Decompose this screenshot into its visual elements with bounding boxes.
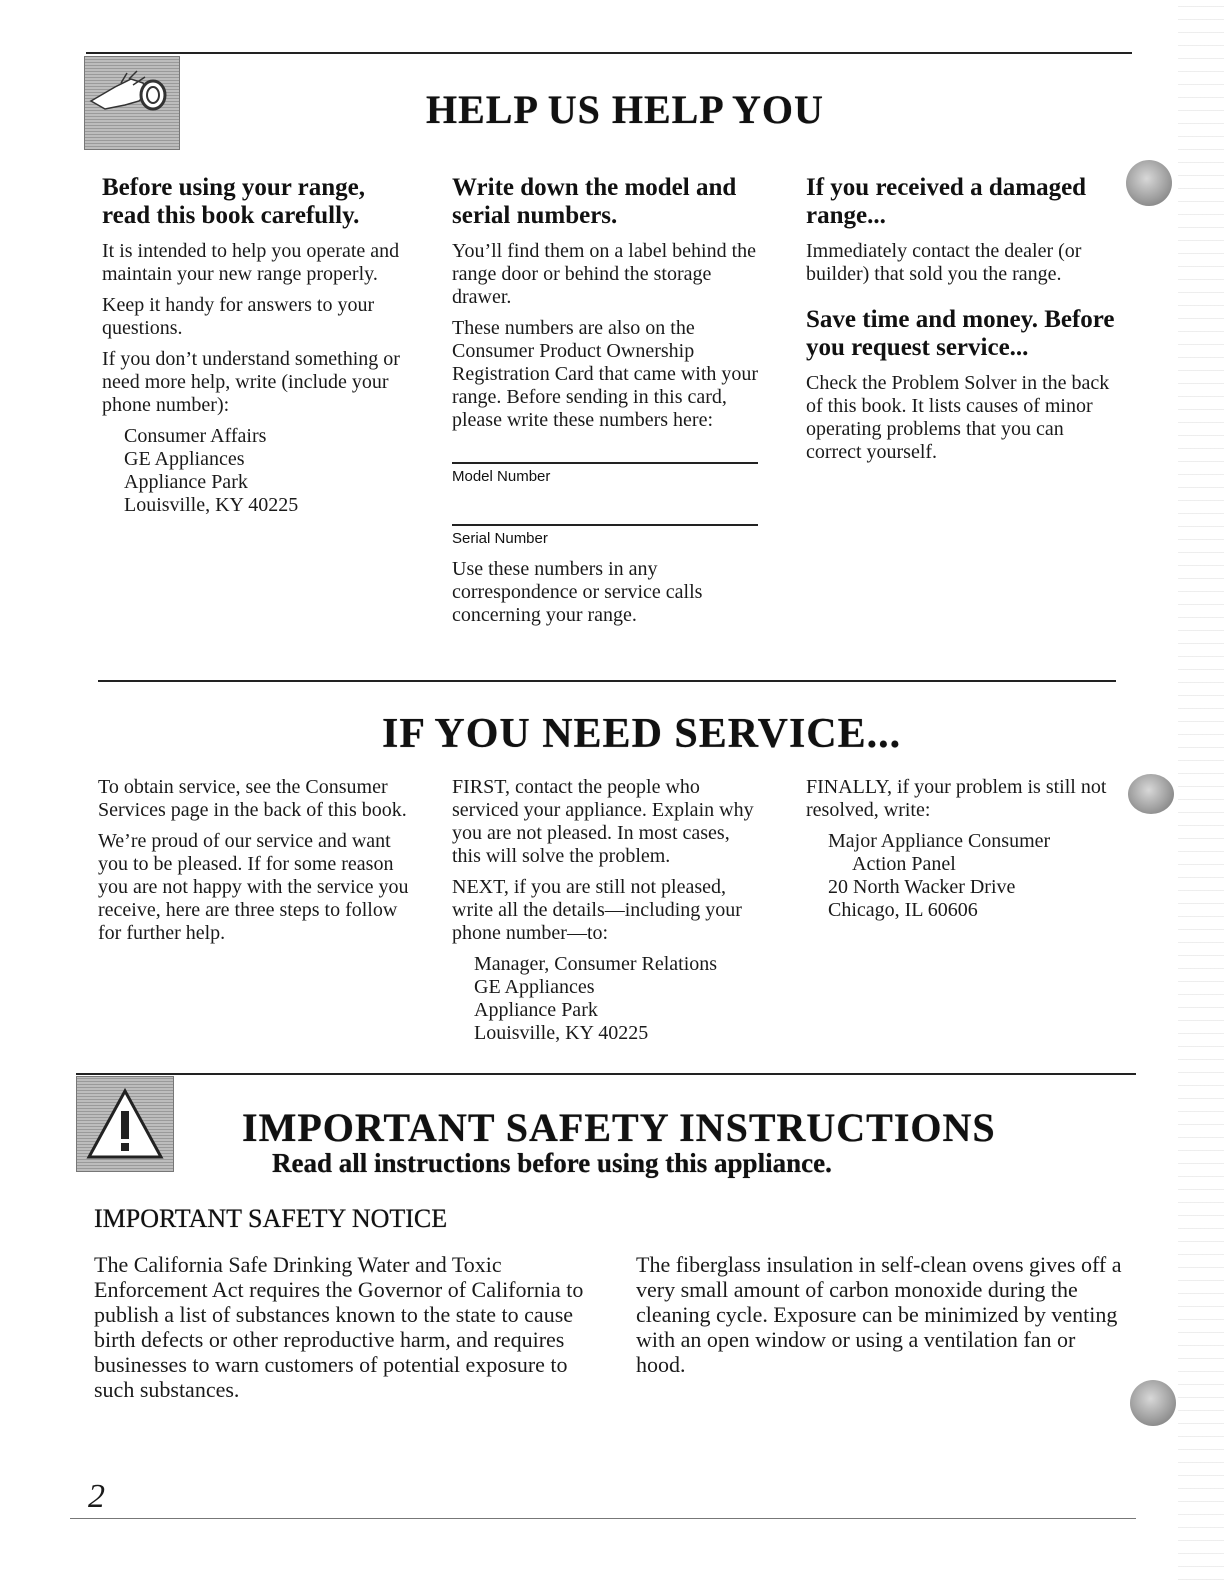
address-line: Chicago, IL 60606 <box>828 899 978 921</box>
binder-hole-icon <box>1130 1380 1176 1426</box>
service-first-paragraph: FIRST, contact the people who serviced your appliance. Explain why you are not pleased. In most cases, this will solve the problem. <box>452 776 754 867</box>
binder-hole-icon <box>1128 774 1174 814</box>
help-column-2 <box>452 174 762 635</box>
help-column-1 <box>102 174 412 525</box>
help-col1-heading: Before using your range, read this book carefully. <box>102 174 365 229</box>
damaged-range-paragraph: Immediately contact the dealer (or builder) that sold you the range. <box>806 240 1082 285</box>
safety-subtitle: Read all instructions before using this appliance. <box>272 1148 832 1178</box>
help-col2-paragraph-2: These numbers are also on the Consumer Product Ownership Registration Card that came with your range. Before sending in this card, please write these numbers here: <box>452 317 759 431</box>
address-line: Louisville, KY 40225 <box>124 494 299 516</box>
consumer-relations-address <box>452 953 762 1045</box>
top-rule <box>86 52 1132 54</box>
save-time-heading: Save time and money. Before you request service... <box>806 306 1115 361</box>
serial-number-line[interactable] <box>452 524 758 526</box>
address-line: Action Panel <box>852 853 956 875</box>
service-column-2 <box>452 776 762 1053</box>
page-edge-scan <box>1178 0 1224 1584</box>
help-icon-box <box>84 56 180 150</box>
safety-title: IMPORTANT SAFETY INSTRUCTIONS <box>242 1105 996 1150</box>
footer-rule <box>70 1518 1136 1519</box>
address-line: Consumer Affairs <box>124 425 267 447</box>
address-line: Appliance Park <box>124 471 248 493</box>
damaged-range-heading: If you received a damaged range... <box>806 174 1087 229</box>
service-col1-paragraph-2: We’re proud of our service and want you to be pleased. If for some reason you are not happy with the service you receive, here are three steps to follow for further help. <box>98 830 409 944</box>
address-line: GE Appliances <box>124 448 245 470</box>
service-title: IF YOU NEED SERVICE... <box>382 711 902 757</box>
help-column-3 <box>806 174 1116 472</box>
help-col1-paragraph-2: Keep it handy for answers to your questions. <box>102 294 375 339</box>
safety-right-column <box>636 1252 1126 1377</box>
safety-rule <box>76 1073 1136 1075</box>
problem-solver-paragraph: Check the Problem Solver in the back of this book. It lists causes of minor operating problems that you can correct yourself. <box>806 372 1110 463</box>
service-column-3 <box>806 776 1116 930</box>
safety-left-column <box>94 1252 594 1402</box>
page-number: 2 <box>88 1478 105 1515</box>
address-line: GE Appliances <box>474 976 595 998</box>
service-rule <box>98 680 1116 682</box>
address-line: 20 North Wacker Drive <box>828 876 1016 898</box>
help-col2-heading: Write down the model and serial numbers. <box>452 174 737 229</box>
address-line: Appliance Park <box>474 999 598 1021</box>
serial-number-label: Serial Number <box>452 530 548 547</box>
service-next-paragraph: NEXT, if you are still not pleased, write all the details—including your phone number—to: <box>452 876 742 944</box>
help-col2-paragraph-3: Use these numbers in any correspondence or service calls concerning your range. <box>452 558 703 626</box>
binder-hole-icon <box>1126 160 1172 206</box>
help-col2-paragraph-1: You’ll find them on a label behind the range door or behind the storage drawer. <box>452 240 757 308</box>
california-act-paragraph: The California Safe Drinking Water and Toxic Enforcement Act requires the Governor of California to publish a list of substances known to the state to cause birth defects or other reproductive harm, and requires businesses to warn customers of potential exposure to such substances. <box>94 1252 584 1402</box>
service-col1-paragraph-1: To obtain service, see the Consumer Services page in the back of this book. <box>98 776 407 821</box>
address-line: Major Appliance Consumer <box>828 830 1051 852</box>
hand-with-ring-icon <box>85 57 179 149</box>
address-line: Louisville, KY 40225 <box>474 1022 649 1044</box>
fiberglass-paragraph: The fiberglass insulation in self-clean ovens gives off a very small amount of carbon monoxide during the cleaning cycle. Exposure can be minimized by venting with an open window or using a ventilation fan or hood. <box>636 1252 1122 1377</box>
address-line: Manager, Consumer Relations <box>474 953 718 975</box>
safety-notice-heading: IMPORTANT SAFETY NOTICE <box>94 1204 448 1233</box>
warning-triangle-icon <box>77 1077 173 1171</box>
service-finally-paragraph: FINALLY, if your problem is still not resolved, write: <box>806 776 1107 821</box>
service-column-1 <box>98 776 418 953</box>
warning-icon-box <box>76 1076 174 1172</box>
help-col1-paragraph-3: If you don’t understand something or need more help, write (include your phone number): <box>102 348 400 416</box>
help-col1-paragraph-1: It is intended to help you operate and maintain your new range properly. <box>102 240 400 285</box>
consumer-affairs-address <box>102 425 412 517</box>
action-panel-address <box>806 830 1116 922</box>
model-number-label: Model Number <box>452 468 551 485</box>
help-title: HELP US HELP YOU <box>426 87 824 132</box>
model-number-line[interactable] <box>452 462 758 464</box>
